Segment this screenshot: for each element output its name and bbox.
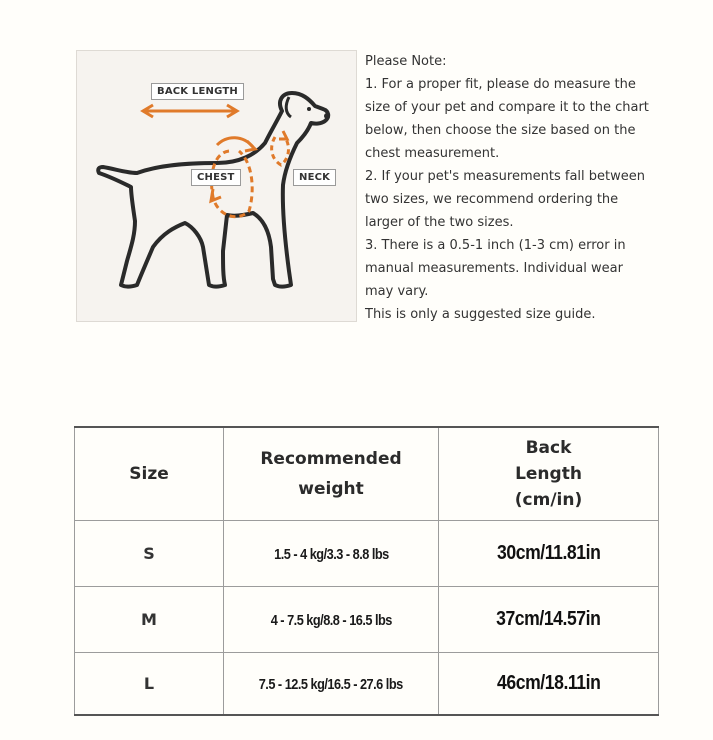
table-row bbox=[75, 652, 659, 715]
dog-ear-outline bbox=[286, 97, 291, 117]
chest-label: CHEST bbox=[191, 169, 241, 186]
back-length-value: 30cm/11.81in bbox=[496, 541, 601, 564]
table-header-row bbox=[75, 427, 659, 520]
header-size-cell bbox=[75, 427, 224, 520]
dog-measurement-diagram bbox=[76, 50, 357, 322]
please-note-block bbox=[365, 50, 665, 326]
weight-value: 1.5 - 4 kg/3.3 - 8.8 lbs bbox=[273, 545, 389, 563]
header-weight-cell bbox=[224, 427, 439, 520]
note-line: manual measurements. Individual wear bbox=[365, 261, 623, 276]
size-value: S bbox=[143, 543, 155, 563]
neck-arrowhead bbox=[279, 131, 287, 139]
size-chart-table bbox=[74, 426, 659, 716]
header-back-line3: (cm/in) bbox=[514, 489, 583, 510]
note-line: 2. If your pet's measurements fall between bbox=[365, 169, 645, 184]
back-length-value: 46cm/18.11in bbox=[496, 671, 601, 694]
table-row bbox=[75, 520, 659, 586]
note-line: size of your pet and compare it to the chart bbox=[365, 100, 649, 115]
note-line: Please Note: bbox=[365, 54, 447, 69]
header-back-line1: Back bbox=[525, 437, 572, 458]
size-value: M bbox=[141, 609, 157, 629]
note-line: 1. For a proper fit, please do measure the bbox=[365, 77, 636, 92]
note-line: larger of the two sizes. bbox=[365, 215, 514, 230]
header-size: Size bbox=[129, 463, 169, 484]
neck-measure-loop bbox=[272, 137, 289, 165]
note-line: 3. There is a 0.5-1 inch (1-3 cm) error in bbox=[365, 238, 626, 253]
note-line: below, then choose the size based on the bbox=[365, 123, 636, 138]
header-back-line2: Length bbox=[515, 463, 582, 484]
chest-arrowhead bbox=[245, 141, 255, 151]
table-row bbox=[75, 586, 659, 652]
header-back-length-cell bbox=[439, 427, 659, 520]
weight-value: 4 - 7.5 kg/8.8 - 16.5 lbs bbox=[270, 611, 392, 629]
note-line: two sizes, we recommend ordering the bbox=[365, 192, 619, 207]
back-length-label: BACK LENGTH bbox=[151, 83, 244, 100]
back-length-value: 37cm/14.57in bbox=[496, 607, 601, 630]
header-weight-line2: weight bbox=[298, 478, 364, 499]
chest-arrowhead-lower bbox=[211, 189, 221, 201]
dog-nose bbox=[324, 113, 330, 119]
note-line: chest measurement. bbox=[365, 146, 500, 161]
size-value: L bbox=[143, 673, 155, 693]
note-line: may vary. bbox=[365, 284, 429, 299]
header-weight-line1: Recommended bbox=[260, 448, 402, 469]
weight-value: 7.5 - 12.5 kg/16.5 - 27.6 lbs bbox=[259, 675, 403, 693]
dog-eye bbox=[307, 107, 311, 111]
neck-label: NECK bbox=[293, 169, 336, 186]
note-line: This is only a suggested size guide. bbox=[365, 307, 596, 322]
